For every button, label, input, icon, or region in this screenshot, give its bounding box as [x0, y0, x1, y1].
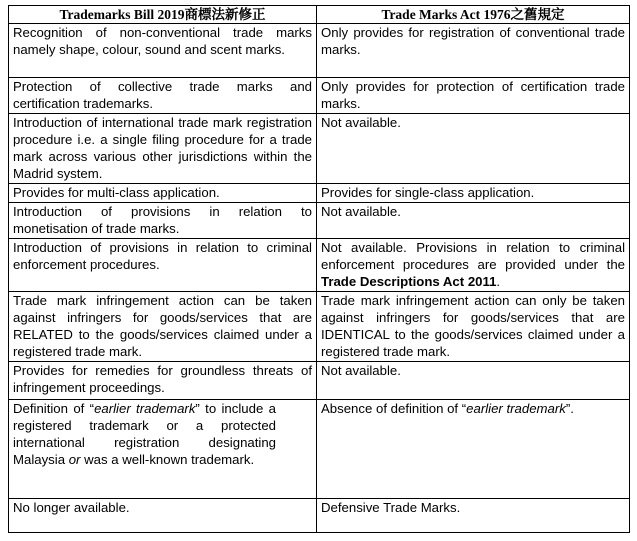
- table-row: [9, 24, 630, 78]
- table-header-row: [9, 6, 630, 24]
- table-row: [9, 114, 630, 184]
- bill-cell: Provides for remedies for groundless threats of infringement proceedings.: [9, 362, 317, 400]
- table-row: [9, 184, 630, 203]
- column-header-bill: Trademarks Bill 2019商標法新修正: [9, 6, 317, 24]
- act-cell: Trade mark infringement action can only be taken against infringers for goods/services that are IDENTICAL to the goods/services claimed under a registered trade mark.: [317, 292, 630, 362]
- act-cell: [317, 400, 630, 499]
- act-cell: [317, 239, 630, 292]
- table-row: [9, 400, 630, 499]
- bill-cell: Provides for multi-class application.: [9, 184, 317, 203]
- act-cell: Defensive Trade Marks.: [317, 499, 630, 533]
- act-text-end: .: [496, 274, 501, 289]
- comparison-table: [8, 5, 630, 533]
- or-word: or: [68, 452, 81, 467]
- act-cell: Provides for single-class application.: [317, 184, 630, 203]
- act-cell: Not available.: [317, 114, 630, 184]
- table-row: [9, 203, 630, 239]
- table-row: [9, 499, 630, 533]
- act-reference: Trade Descriptions Act 2011: [321, 274, 497, 289]
- act-text: Not available. Provisions in relation to criminal enforcement procedures are provided under the: [321, 240, 625, 272]
- table-row: [9, 239, 630, 292]
- table-row: [9, 362, 630, 400]
- comparison-table-container: [8, 5, 629, 533]
- bill-text: ” to include a registered trademark or a protected international registration designating Malaysia: [13, 401, 276, 467]
- table-row: [9, 78, 630, 114]
- bill-cell: Recognition of non-conventional trade marks namely shape, colour, sound and scent marks.: [9, 24, 317, 78]
- bill-cell: No longer available.: [9, 499, 317, 533]
- act-cell: Only provides for protection of certification trade marks.: [317, 78, 630, 114]
- act-cell: Not available.: [317, 203, 630, 239]
- bill-text: Definition of “: [13, 401, 95, 416]
- bill-cell: Introduction of provisions in relation to monetisation of trade marks.: [9, 203, 317, 239]
- table-row: [9, 292, 630, 362]
- bill-text-end: was a well-known trademark.: [80, 452, 255, 467]
- bill-cell: Introduction of provisions in relation to criminal enforcement procedures.: [9, 239, 317, 292]
- act-text: Absence of definition of “: [321, 401, 467, 416]
- act-cell: Not available.: [317, 362, 630, 400]
- column-header-act: Trade Marks Act 1976之舊規定: [317, 6, 630, 24]
- bill-cell: Protection of collective trade marks and certification trademarks.: [9, 78, 317, 114]
- defined-term: earlier trademark: [94, 401, 196, 416]
- defined-term: earlier trademark: [466, 401, 566, 416]
- bill-cell: Trade mark infringement action can be taken against infringers for goods/services that are RELATED to the goods/services claimed under a registered trade mark.: [9, 292, 317, 362]
- bill-cell: Introduction of international trade mark registration procedure i.e. a single filing procedure for a trade mark across various other jurisdictions within the Madrid system.: [9, 114, 317, 184]
- act-cell: Only provides for registration of conventional trade marks.: [317, 24, 630, 78]
- bill-cell: [9, 400, 317, 499]
- act-text-end: ”.: [565, 401, 574, 416]
